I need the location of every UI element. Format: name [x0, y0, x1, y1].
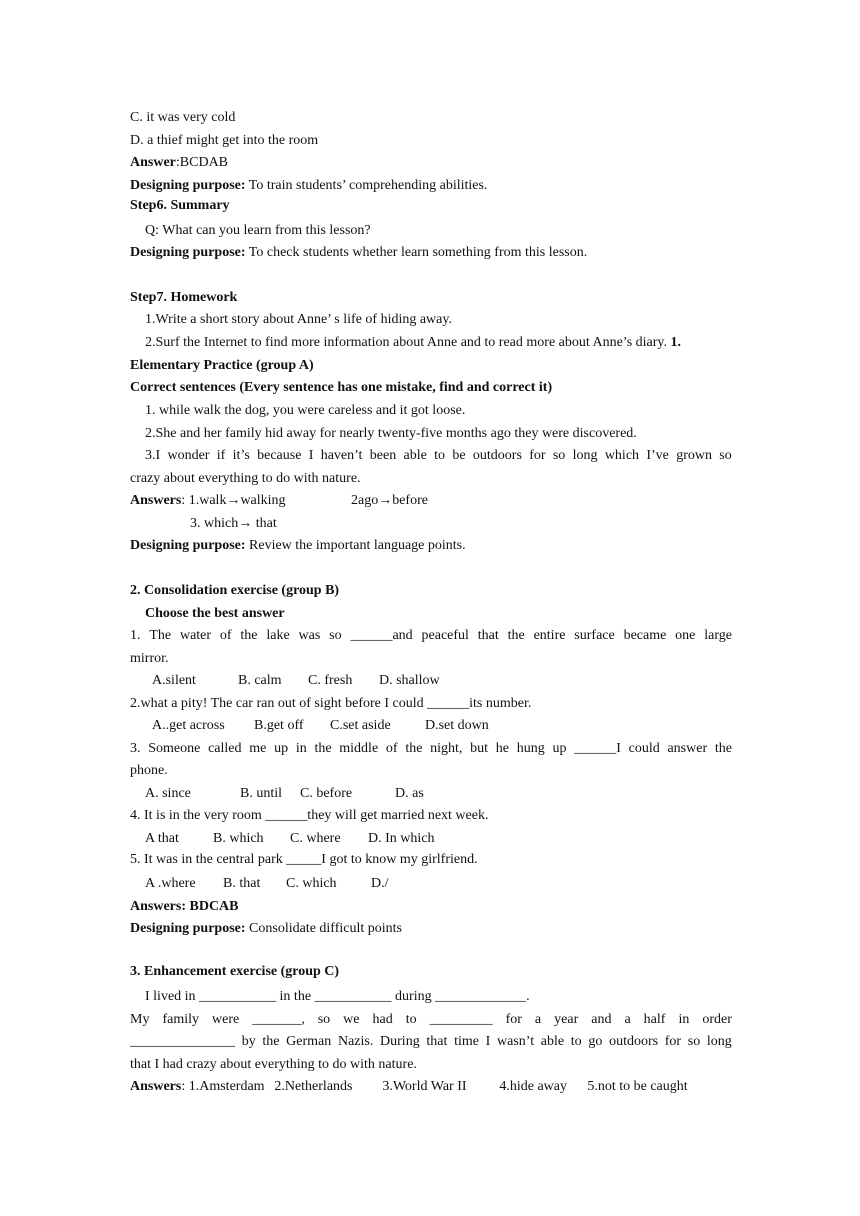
purpose-label: Designing purpose:: [130, 245, 246, 260]
homework-item-2: [145, 334, 681, 352]
question-1: 1. The water of the lake was so ______and peaceful that the entire surface became one large: [130, 628, 732, 643]
q4-option-d: D. In which: [368, 831, 435, 846]
purpose-line-4: [130, 920, 402, 938]
q4-option-c: C. where: [290, 831, 341, 846]
purpose-label: Designing purpose:: [130, 178, 246, 193]
choose-heading: [145, 605, 285, 623]
sentence-3-cont: crazy about everything to do with nature.: [130, 471, 361, 486]
answer-line: [130, 154, 228, 172]
step6-title: Step6. Summary: [130, 198, 230, 213]
purpose-text: To check students whether learn something from this lesson.: [245, 245, 588, 260]
question-4-options: [145, 830, 435, 848]
group-a-heading: [130, 357, 314, 375]
purpose-label: Designing purpose:: [130, 921, 246, 936]
q3-option-a: A. since: [145, 786, 191, 801]
purpose-label: Designing purpose:: [130, 538, 246, 553]
question-1-options: [152, 672, 440, 690]
purpose-text: To train students’ comprehending abilities.: [245, 178, 488, 193]
question-1-cont: mirror.: [130, 651, 169, 666]
purpose-text: Consolidate difficult points: [245, 921, 402, 936]
answer-a-2: 2ago→before: [351, 493, 428, 508]
answer-a-3: 3. which→ that: [190, 516, 277, 531]
q5-option-b: B. that: [223, 876, 261, 891]
q1-option-a: A.silent: [152, 673, 196, 688]
q2-option-d: D.set down: [425, 718, 489, 733]
purpose-text: Review the important language points.: [245, 538, 466, 553]
answer-c-5: 5.not to be caught: [587, 1079, 688, 1094]
question-3-cont: phone.: [130, 763, 168, 778]
question-2: 2.what a pity! The car ran out of sight before I could ______its number.: [130, 696, 532, 711]
q5-option-d: D./: [371, 876, 389, 891]
enhancement-line-2: My family were _______, so we had to _________ for a year and a half in order: [130, 1012, 732, 1027]
correct-sentences-title: Correct sentences (Every sentence has one mistake, find and correct it): [130, 380, 553, 395]
group-b-heading: [130, 582, 339, 600]
answer-label: Answer: [130, 155, 176, 170]
answers-label: Answers: [130, 493, 182, 508]
sentence-1: 1. while walk the dog, you were careless and it got loose.: [145, 403, 466, 418]
group-a-title: Elementary Practice (group A): [130, 358, 314, 373]
purpose-line-2: [130, 244, 587, 262]
answers-a-line: [130, 492, 732, 510]
enhancement-line-4: that I had crazy about everything to do with nature.: [130, 1057, 417, 1072]
sentence-2: 2.She and her family hid away for nearly twenty-five months ago they were discovered.: [145, 426, 637, 441]
question-5: 5. It was in the central park _____I got to know my girlfriend.: [130, 852, 478, 867]
step6-heading: [130, 197, 230, 215]
q2-option-a: A..get across: [152, 718, 225, 733]
question-4: 4. It is in the very room ______they will get married next week.: [130, 808, 489, 823]
group-b-title: 2. Consolidation exercise (group B): [130, 583, 340, 598]
answers-b-line: [130, 898, 239, 916]
q4-option-b: B. which: [213, 831, 264, 846]
group-c-heading: [130, 963, 339, 981]
answers-c-line: [130, 1078, 688, 1096]
enhancement-line-3: _______________ by the German Nazis. During that time I wasn’t able to go outdoors for so long: [130, 1034, 732, 1049]
answer-c-1: : 1.Amsterdam: [181, 1079, 265, 1094]
step7-title: Step7. Homework: [130, 290, 238, 305]
sentence-3: 3.I wonder if it’s because I haven’t been able to be outdoors for so long which I’ve grown so: [145, 448, 732, 463]
answer-a-1: : 1.walk→walking: [181, 493, 286, 508]
answers-b: Answers: BDCAB: [130, 899, 239, 914]
q5-option-c: C. which: [286, 876, 337, 891]
question-2-options: [152, 717, 489, 735]
answer-c-3: 3.World War II: [382, 1079, 467, 1094]
option-c: C. it was very cold: [130, 110, 236, 125]
homework-item-1: 1.Write a short story about Anne’ s life of hiding away.: [145, 312, 452, 327]
correct-sentences-heading: [130, 379, 552, 397]
summary-question: Q: What can you learn from this lesson?: [145, 223, 371, 238]
purpose-line-3: [130, 537, 466, 555]
q3-option-b: B. until: [240, 786, 283, 801]
q1-option-b: B. calm: [238, 673, 282, 688]
question-3: 3. Someone called me up in the middle of the night, but he hung up ______I could answer the: [130, 741, 732, 756]
q3-option-d: D. as: [395, 786, 424, 801]
q3-option-c: C. before: [300, 786, 353, 801]
group-c-title: 3. Enhancement exercise (group C): [130, 964, 340, 979]
answer-text: :BCDAB: [175, 155, 229, 170]
answer-c-4: 4.hide away: [499, 1079, 567, 1094]
step7-heading: [130, 289, 237, 307]
homework-item-2-text: 2.Surf the Internet to find more information about Anne and to read more about Anne’s diary.: [145, 335, 671, 350]
answer-c-2: 2.Netherlands: [274, 1079, 353, 1094]
answers-label: Answers: [130, 1079, 182, 1094]
q1-option-d: D. shallow: [379, 673, 440, 688]
option-d: D. a thief might get into the room: [130, 133, 319, 148]
section-number: 1.: [670, 335, 682, 350]
q5-option-a: A .where: [145, 876, 196, 891]
q2-option-c: C.set aside: [330, 718, 391, 733]
question-3-options: [145, 785, 424, 803]
question-5-options: [145, 875, 389, 893]
choose-title: Choose the best answer: [145, 606, 285, 621]
enhancement-line-1: I lived in ___________ in the ___________ during _____________.: [145, 989, 530, 1004]
q1-option-c: C. fresh: [308, 673, 353, 688]
q2-option-b: B.get off: [254, 718, 304, 733]
q4-option-a: A that: [145, 831, 179, 846]
purpose-line-1: [130, 177, 487, 195]
